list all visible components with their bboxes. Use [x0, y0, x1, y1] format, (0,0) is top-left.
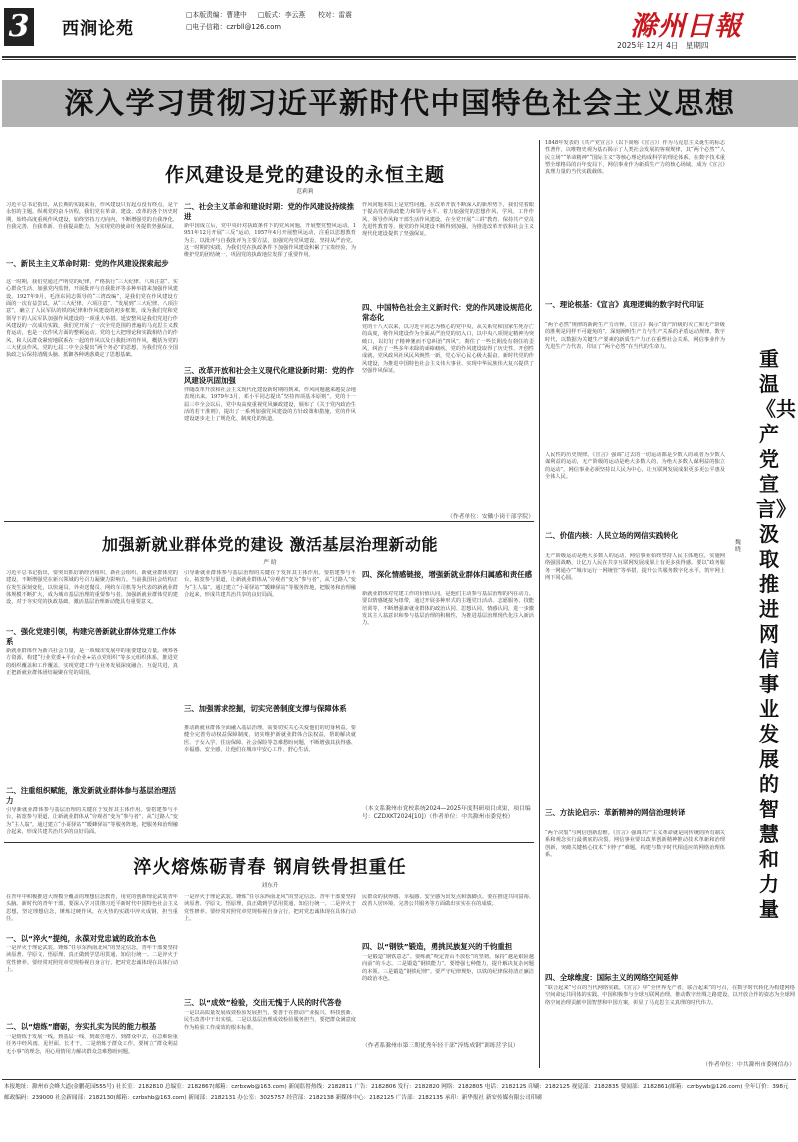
article-divider: [4, 521, 534, 522]
header-rule: [2, 56, 796, 58]
article4-subhead-3: 三、方法论启示：革新精神的网信治理转译: [545, 808, 686, 817]
footer-contacts: 邮政编码：239000 社会新闻部：2182130(邮箱：czrbshb@163.com) 新闻部：2182131 办公室：3025757 经营部：2182138 新媒体中心：2182125 广告部：2182135 承印：新华报社 新安传媒有限公司印刷: [4, 1095, 542, 1101]
article1-title: 作风建设是党的建设的永恒主题: [164, 164, 445, 186]
layout-credit: □版式：李云燕: [258, 11, 306, 19]
article4-text: “两个必然”规律的新跨生产力诠释。《宣言》揭示“资产阶级的灭亡和无产阶级的胜利是同样不可避免的”，深刻阐明生产力与生产关系的矛盾运动规律。数字时代，以数据为关键生产要素的新质生产力正在重塑社会关系，网信事业作为先进生产力代表，印证了“两个必然”在当代的生命力。: [545, 322, 725, 351]
article3-author: 刘东升: [261, 883, 279, 889]
article4-subhead-4: 四、全球维度：国际主义的网络空间延伸: [545, 973, 679, 982]
article4-subhead-2: 二、价值内核：人民立场的网信实践转化: [545, 531, 679, 540]
article3-subhead-3: 三、以“成效”检验，交出无愧于人民的时代答卷: [184, 998, 342, 1007]
article3-affiliation: （作者系滁州市第三期优秀年轻干部“淬炼成钢”训练营学员）: [362, 1043, 519, 1049]
banner-headline: 深入学习贯彻习近平新时代中国特色社会主义思想: [2, 80, 798, 127]
footer-rule: [2, 1079, 796, 1080]
article3-subhead-1: 一、以“淬火”提纯，永葆对党忠诚的政治本色: [6, 934, 157, 943]
article4-text: “联合起来”号召的当代网络实践。《宣言》中“全世界无产者，联合起来”的号召，在数字时代转化为构建网络空间命运共同体的实践。中国积极参与全球互联网治理，推动数字丝绸之路建设，以开放合作的姿态为全球网络空间治理贡献中国智慧和中国方案，彰显了马克思主义真理的时代伟力。: [545, 985, 795, 1006]
article2-subhead-2: 二、注重组织赋能，激发新就业群体参与基层治理活力: [6, 786, 176, 805]
article4-title: 重温《共产党宣言》汲取推进网信事业发展的智慧和力量: [756, 347, 796, 921]
article1-subhead-1: 一、新民主主义革命时期：党的作风建设探索起步: [6, 259, 169, 268]
article4-subhead-1: 一、理论根基：《宣言》真理逻辑的数字时代印证: [545, 300, 704, 309]
article2-subhead-4: 四、深化情感链接，增强新就业群体归属感和责任感: [362, 570, 532, 579]
article3-text: 一是淬火于理论武装。锤炼“任尔东西南北风”的坚定信念。青年干部要坚持读原著、学原文、悟原理，真正做到学思用贯通、知信行统一。二是淬火于党性修养。要经常对照党章党规检视自身言行，把对党忠诚体现在具体行动上。: [6, 945, 178, 974]
article3-text: 在青年中积极推进大规模全覆盖的理想信念教育，用党的创新理论武装青年头脑。新时代的青年干部，要深入学习贯彻习近平新时代中国特色社会主义思想，坚定理想信念，锤炼过硬作风，在火热的实践中淬火成钢、担当重任。: [6, 894, 178, 923]
article4-text: 人民性的历史规律。《宣言》强调“过去的一切运动都是少数人的或者为少数人谋利益的运动，无产阶级的运动是绝大多数人的、为绝大多数人谋利益的独立的运动”。网信事业必须坚持以人民为中心，让互联网发展成果更多更公平惠及全体人民。: [545, 452, 725, 481]
article2-text: 新就业群体对党建工作的价值认同，是他们主动参与基层治理的内在动力。要以情感链接为纽带，通过开展多种形式的主题党日活动、志愿服务、技能培训等，不断增强新就业群体的政治认同、思想认同、情感认同，进一步激发其主人翁意识和参与基层治理的积极性，为推进基层治理现代化注入新活力。: [362, 591, 534, 627]
footer-contacts: 本报地址：滁州市会峰大道(金鹏花园555号) 社长室：2182810 总编室：2182867(邮箱：czrbxwb@163.com) 新闻监督热线：2182811 广告：2182806 发行：2182820 网络：2182805 电话：2182125 印刷：2182125 视觉部：2182835 要闻部：2182861(邮箱：czrbywb@126.com) 全年订价：398元: [4, 1084, 789, 1090]
article1-text: 新中国成立后，党中央针对执政条件下的党风问题，开展整党整风运动。1951年12月开展“三反”运动，1957年4月开展整风运动，注重以思想教育为主、以批评与自我批评为主要方法，加强党内党风建设，坚持从严治党。这一时期的实践，为我们党在执政条件下加强作风建设积累了宝贵经验，为维护党的团结统一、巩固党的执政地位发挥了重要作用。: [184, 223, 356, 259]
article2-affiliation: （本文系滁州市党校系统2024—2025年度科研项目成果，项目编号：CZDXKT2024[10]）（作者单位：中共滁州市委党校）: [362, 806, 531, 820]
article3-text: 一是以高质量发展成效检验发展担当，要善于在推动产业振兴、科技创新、民生改善中干出实绩。二是以基层治理成效检验服务担当，要把群众满意度作为检验工作成效的根本标准。: [184, 1010, 356, 1031]
article3-text: 民群众的获得感、幸福感、安全感为出发点和落脚点。要在推进共同富裕、改善人居环境、完善公共服务等方面做出实实在在的成绩。: [362, 894, 534, 908]
article2-text: 推动新就业群体全面融入基层治理，需要切实关心关爱他们的切身利益。要健全完善劳动权益保障制度，切实维护新就业群体合法权益，帮助解决就医、子女入学、住房保障、社会保险等急难愁盼问题，不断增强其获得感、幸福感、安全感，让他们在城市中安心工作、舒心生活。: [184, 725, 356, 754]
proof-credit: 校对：雷震: [318, 11, 352, 19]
article1-text: 习近平总书记指出，从长期的实践来看，作风建设只有起点没有终点，是个永恒的主题。纵观党的奋斗历程，我们党在革命、建设、改革的各个历史时期，始终高度重视作风建设，始终坚持刀刃向内，不断增强党的自我净化、自我完善、自我革新、自我提高能力，为实现党的使命任务提供坚强保证。: [6, 202, 178, 231]
article1-text: 这一时期，我们党通过严明党的纪律、严格执行“三大纪律、八项注意”、实心群众生活、加强党内监督，开展批评与自我批评等多种举措来加强作风建设。1927年9月，毛泽东同志领导的“三湾改编”，是我们党在作风建设方面的一次有益尝试。从“三大纪律、六项注意”、“发展到“三大纪律、八项注意”，确立了人民军队的铁的纪律和作风建设的初步框架，成为我们党和党领导下的人民军队加强作风建设的一项重大举措。延安整风是我们党进行作风建设的一次成功实践，我们党开展了一次全党范围的普遍的马克思主义教育运动，也是一次作风方面的整顿运动。党的七大把理论和实践相结合的作风、和人民群众紧密地联系在一起的作风以及自我批评的作风，概括为党的三大优良作风。党的七届二中全会提出“两个务必”的思想，为我们党在全国执政之后保持清醒头脑、抵御各种诱惑奠定了思想基础。: [6, 279, 178, 359]
issue-date: 2025年 12月 4日 星期四: [617, 41, 709, 50]
editor-credit: □本版责编：曹建中: [186, 11, 247, 19]
article4-text: 无产阶级运动是绝大多数人的运动，网信事业始终坚持人民主体地位，实施网络强国战略，让亿万人民在共享互联网发展成果上有更多获得感。要以“政务服务一网通办”“城市运行一网统管”等举措，提升公共服务数字化水平，筑牢网上网下同心圆。: [545, 553, 725, 582]
email-credit: □电子信箱：czrbll@126.com: [186, 23, 282, 31]
page-number: 3: [4, 8, 34, 46]
article2-text: 习近平总书记指出，要突出抓好新经济组织、新社会组织、新就业群体党的建设，不断增强党在新兴领域的号召力凝聚力影响力。当前我国社会结构正在发生深刻变化，以快递员、外卖送餐员、网约车司机等为代表的新就业群体规模不断扩大，成为城市基层治理的重要参与者。加强新就业群体党的建设，对于夯实党的执政基础，激活基层治理新动能具有重要意义。: [6, 570, 178, 606]
article3-text: 一是熔炼于发展一线。到基层一线、到艰苦地方、到群众中去，在急难险重任务中经风雨、见世面、长才干。二是熔炼于群众工作。要树立“群众利益无小事”的理念，用心用情用力解决群众急难愁盼问题。: [6, 1034, 178, 1055]
article1-subhead-2: 二、社会主义革命和建设时期：党的作风建设持续推进: [184, 202, 354, 221]
article1-subhead-4: 四、中国特色社会主义新时代：党的作风建设规范化常态化: [362, 303, 532, 322]
article1-affiliation: （作者单位：安徽小岗干部学院）: [447, 514, 534, 520]
article3-subhead-4: 四、以“钢铁”锻造，勇挑民族复兴的千钧重担: [362, 942, 513, 951]
article2-subhead-3: 三、加强需求挖掘，切实完善制度支撑与保障体系: [184, 704, 347, 713]
article4-author: 魏 晓: [735, 540, 741, 553]
article3-subhead-2: 二、以“熔炼”磨砺，夯实扎实为民的能力根基: [6, 1022, 157, 1031]
article4-text: 1848年发表的《共产党宣言》（以下简称《宣言》）作为马克思主义诞生的标志性著作，以唯物史观为基石揭示了人类社会发展的客观规律，其“两个必然”“人民立场”“革命精神”“国际主义”等核心理论构成科学的理论体系。在数字技术重塑全球格局的百年变局下，网信事业作为新质生产力的核心场域，成为《宣言》真理力量的当代实践载体。: [545, 140, 725, 176]
article2-text: 引导新就业群体参与基层治理的关键在于发挥其主体作用。要搭建参与平台，拓宽参与渠道，让新就业群体从“旁观者”变为“参与者”，从“过路人”变为“主人翁”。通过建立“小哥驿站”“暖蜂驿站”等服务阵地，把服务和治理融合起来，形成共建共治共享的良好局面。: [184, 570, 356, 599]
article2-subhead-1: 一、强化党建引领，构建完善新就业群体党建工作体系: [6, 627, 176, 646]
article2-text: 新就业群体作为新兴社会力量，是一项城市发展中的重要建设力量。统筹各方资源，构建“行业党委+平台企业+站点党组织”等多元组织体系，推进党的组织覆盖和工作覆盖，实现党建工作与业务发展深度融合、互促共进，真正把新就业群体团结凝聚在党的周围。: [6, 648, 178, 677]
section-title: 西涧论苑: [62, 19, 134, 39]
article1-text: 伴随改革开放和社会主义现代化建设新时期的到来，作风问题越来越复杂地表现出来。1979年3月，邓小平同志提出“坚持四项基本原则”，党的十一届三中全会以后，党中央高度重视党风廉政建设，颁布了《关于党内政治生活的若干准则》，提出了一系列加强党风建设的方针政策和措施，党的作风建设逐步走上了规范化、制度化的轨道。: [184, 387, 356, 423]
article1-subhead-3: 三、改革开放和社会主义现代化建设新时期：党的作风建设巩固加强: [184, 366, 354, 385]
article4-affiliation: （作者单位：中共滁州市委网信办）: [702, 1062, 795, 1068]
article1-text: 作风问题本质上是党性问题。在改革开放不断深入的新形势下，我们党着眼于提高党的执政能力和领导水平、着力加强党的思想作风、学风、工作作风、领导作风和干部生活作风建设，在全党开展“三讲”教育、保持共产党员先进性教育等，使党的作风建设不断得到加强，为推进改革开放和社会主义现代化建设提供了坚强保证。: [362, 202, 534, 238]
newspaper-logo: 滁州日報: [630, 11, 742, 42]
article2-text: 引导新就业群体参与基层治理的关键在于发挥其主体作用。要搭建参与平台，拓宽参与渠道，让新就业群体从“旁观者”变为“参与者”，从“过路人”变为“主人翁”。通过建立“小哥驿站”“暖蜂驿站”等服务阵地，把服务和治理融合起来，形成共建共治共享的良好局面。: [6, 807, 178, 836]
article1-author: 范莉莉: [296, 189, 314, 195]
article3-text: 一是锻造“钢铁意志”。要练就“咬定青山不放松”的坚韧，保持“越是艰险越向前”的斗志。二是锻造“钢铁能力”。要增强七种能力，提升解决复杂问题的本领。三是锻造“钢铁纪律”。要严守纪律规矩，以铁的纪律保持清正廉洁的政治本色。: [362, 954, 534, 983]
article3-title: 淬火熔炼砺青春 钢肩铁骨担重任: [133, 857, 407, 878]
article4-text: “两个决裂”与网信创新思维。《宣言》强调共产主义革命就是同传统的所有制关系和观念实行最彻底的决裂。网信事业要以改革创新精神推动技术革新和治理创新，突破关键核心技术“卡脖子”难题，构建与数字时代相适应的网络治理体系。: [545, 830, 725, 859]
article2-author: 严 晗: [263, 560, 277, 566]
header-rule-thin: [2, 59, 796, 60]
article3-text: 一是淬火于理论武装。锤炼“任尔东西南北风”的坚定信念。青年干部要坚持读原著、学原文、悟原理，真正做到学思用贯通、知信行统一。二是淬火于党性修养。要经常对照党章党规检视自身言行，把对党忠诚体现在具体行动上。: [184, 894, 356, 923]
column-divider: [539, 140, 540, 1068]
article2-title: 加强新就业群体党的建设 激活基层治理新动能: [101, 535, 439, 554]
article-divider: [4, 842, 534, 843]
article1-text: 党的十八大以来，以习近平同志为核心的党中央，从关系党和国家生死存亡的高度，将作风建设作为全面从严治党的切入口，以中央八项规定精神为突破口，以钉钉子精神驰而不息纠治“四风”，刹住了一些长期没有刹住的歪风，纠治了一些多年未除的顽瘴痼疾。党的作风建设取得了历史性、开创性成就，党风政风社风民风焕然一新，党心军心民心极大振奋。新时代党的作风建设，为推进中国特色社会主义伟大事业、实现中华民族伟大复兴提供了坚强作风保证。: [362, 324, 534, 375]
